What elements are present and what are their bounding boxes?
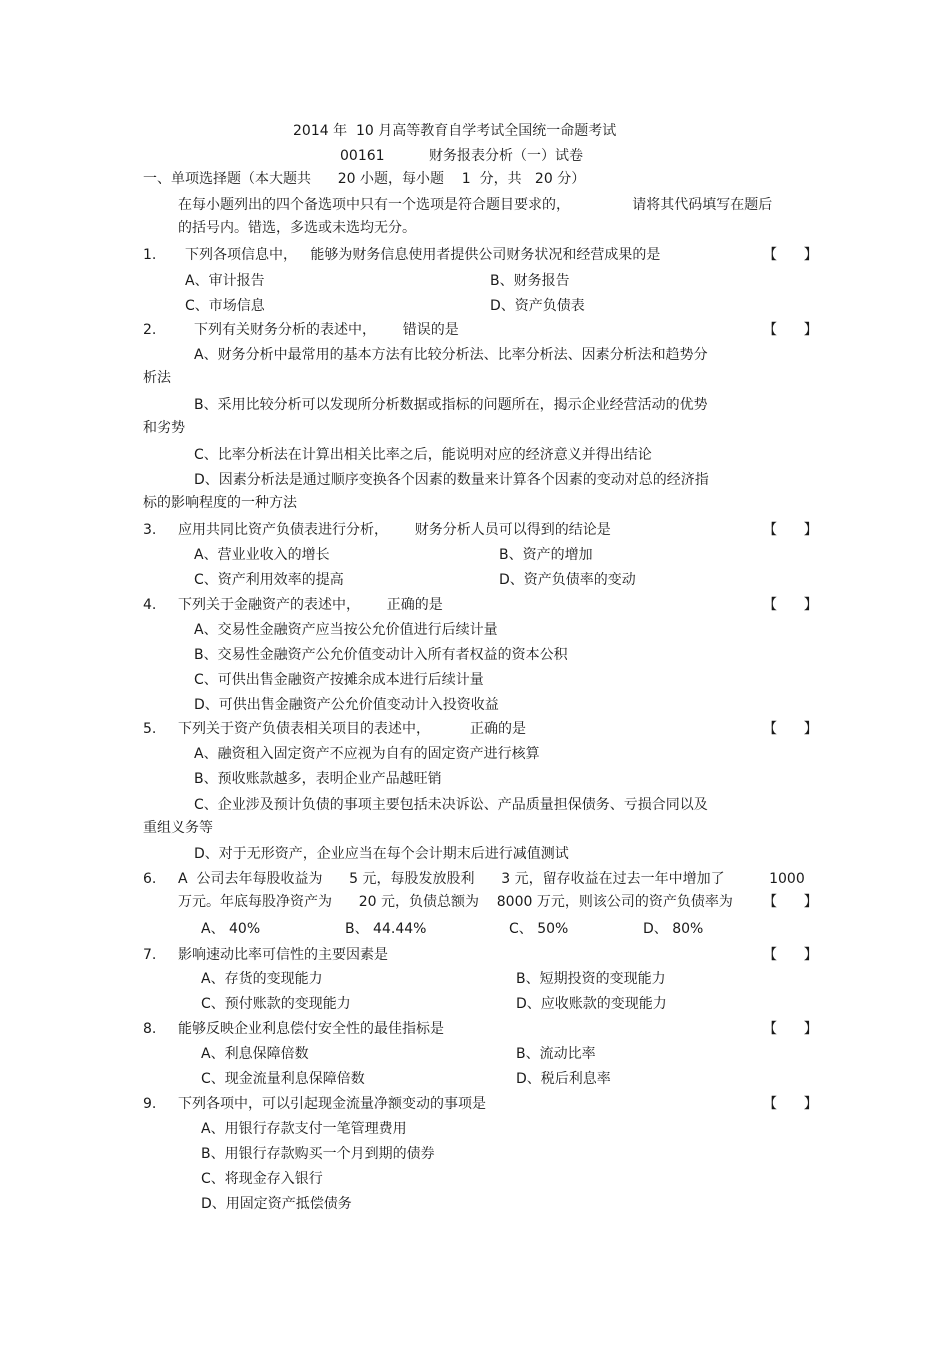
option-d: D、资产负债表 bbox=[490, 298, 585, 314]
answer-bracket[interactable]: 【 】 bbox=[763, 597, 818, 613]
option-d-cont: 标的影响程度的一种方法 bbox=[143, 495, 297, 511]
option-d: D、可供出售金融资产公允价值变动计入投资收益 bbox=[194, 697, 499, 713]
option-d: D、对于无形资产，企业应当在每个会计期末后进行减值测试 bbox=[194, 846, 569, 862]
question-stem: 下列各项中，可以引起现金流量净额变动的事项是 bbox=[178, 1096, 486, 1112]
option-b: B、短期投资的变现能力 bbox=[516, 971, 666, 987]
option-a: A、用银行存款支付一笔管理费用 bbox=[201, 1121, 407, 1137]
option-d: D、资产负债率的变动 bbox=[499, 572, 636, 588]
answer-bracket[interactable]: 【 】 bbox=[763, 522, 818, 538]
question-stem: 能够反映企业利息偿付安全性的最佳指标是 bbox=[178, 1021, 444, 1037]
option-d: D、用固定资产抵偿债务 bbox=[201, 1196, 352, 1212]
question-number: 2. bbox=[143, 322, 157, 338]
option-b: B、 44.44% bbox=[345, 921, 427, 937]
option-a: A、财务分析中最常用的基本方法有比较分析法、比率分析法、因素分析法和趋势分 bbox=[194, 347, 708, 363]
question-stem-cont: 万元。年底每股净资产为 20 元，负债总额为 8000 万元，则该公司的资产负债率为 bbox=[178, 894, 733, 910]
course-title: 00161 财务报表分析（一）试卷 bbox=[340, 148, 584, 164]
option-c: C、 50% bbox=[509, 921, 569, 937]
option-d: D、应收账款的变现能力 bbox=[516, 996, 667, 1012]
option-c: C、企业涉及预计负债的事项主要包括未决诉讼、产品质量担保债务、亏损合同以及 bbox=[194, 797, 708, 813]
option-a: A、营业业收入的增长 bbox=[194, 547, 330, 563]
option-c: C、市场信息 bbox=[185, 298, 265, 314]
option-b: B、财务报告 bbox=[490, 273, 570, 289]
option-a: A、利息保障倍数 bbox=[201, 1046, 309, 1062]
question-stem: A 公司去年每股收益为 5 元，每股发放股利 3 元，留存收益在过去一年中增加了 1000 bbox=[178, 871, 805, 887]
question-number: 9. bbox=[143, 1096, 157, 1112]
question-stem: 下列关于资产负债表相关项目的表述中， 正确的是 bbox=[178, 721, 527, 737]
answer-bracket[interactable]: 【 】 bbox=[763, 1096, 818, 1112]
question-number: 1. bbox=[143, 247, 157, 263]
answer-bracket[interactable]: 【 】 bbox=[763, 1021, 818, 1037]
option-c: C、资产利用效率的提高 bbox=[194, 572, 344, 588]
option-c: C、比率分析法在计算出相关比率之后，能说明对应的经济意义并得出结论 bbox=[194, 447, 652, 463]
question-number: 8. bbox=[143, 1021, 157, 1037]
option-b: B、交易性金融资产公允价值变动计入所有者权益的资本公积 bbox=[194, 647, 568, 663]
option-a: A、 40% bbox=[201, 921, 261, 937]
instruction-line-1: 在每小题列出的四个备选项中只有一个选项是符合题目要求的， 请将其代码填写在题后 bbox=[178, 197, 773, 213]
option-c: C、将现金存入银行 bbox=[201, 1171, 323, 1187]
answer-bracket[interactable]: 【 】 bbox=[763, 947, 818, 963]
option-d: D、税后利息率 bbox=[516, 1071, 611, 1087]
option-c: C、现金流量利息保障倍数 bbox=[201, 1071, 365, 1087]
answer-bracket[interactable]: 【 】 bbox=[763, 721, 818, 737]
question-number: 3. bbox=[143, 522, 157, 538]
exam-title: 2014 年 10 月高等教育自学考试全国统一命题考试 bbox=[293, 123, 617, 139]
question-stem: 影响速动比率可信性的主要因素是 bbox=[178, 947, 388, 963]
option-b: B、采用比较分析可以发现所分析数据或指标的问题所在，揭示企业经营活动的优势 bbox=[194, 397, 708, 413]
option-b-cont: 和劣势 bbox=[143, 420, 185, 436]
answer-bracket[interactable]: 【 】 bbox=[763, 247, 818, 263]
option-a: A、交易性金融资产应当按公允价值进行后续计量 bbox=[194, 622, 498, 638]
option-b: B、用银行存款购买一个月到期的债券 bbox=[201, 1146, 435, 1162]
option-b: B、资产的增加 bbox=[499, 547, 593, 563]
answer-bracket[interactable]: 【 】 bbox=[763, 894, 818, 910]
section-heading: 一、单项选择题（本大题共 20 小题，每小题 1 分，共 20 分） bbox=[143, 171, 586, 187]
question-number: 4. bbox=[143, 597, 157, 613]
option-a-cont: 析法 bbox=[143, 370, 171, 386]
option-c-cont: 重组义务等 bbox=[143, 820, 213, 836]
question-stem: 应用共同比资产负债表进行分析， 财务分析人员可以得到的结论是 bbox=[178, 522, 611, 538]
question-number: 5. bbox=[143, 721, 157, 737]
question-stem: 下列有关财务分析的表述中， 错误的是 bbox=[194, 322, 459, 338]
option-b: B、预收账款越多，表明企业产品越旺销 bbox=[194, 771, 442, 787]
option-a: A、审计报告 bbox=[185, 273, 265, 289]
option-a: A、融资租入固定资产不应视为自有的固定资产进行核算 bbox=[194, 746, 540, 762]
option-d: D、 80% bbox=[643, 921, 704, 937]
option-a: A、存货的变现能力 bbox=[201, 971, 323, 987]
question-stem: 下列关于金融资产的表述中， 正确的是 bbox=[178, 597, 443, 613]
option-c: C、可供出售金融资产按摊余成本进行后续计量 bbox=[194, 672, 484, 688]
instruction-line-2: 的括号内。错选，多选或未选均无分。 bbox=[178, 220, 416, 236]
option-c: C、预付账款的变现能力 bbox=[201, 996, 351, 1012]
question-number: 6. bbox=[143, 871, 157, 887]
option-b: B、流动比率 bbox=[516, 1046, 596, 1062]
question-number: 7. bbox=[143, 947, 157, 963]
question-stem: 下列各项信息中， 能够为财务信息使用者提供公司财务状况和经营成果的是 bbox=[185, 247, 661, 263]
option-d: D、因素分析法是通过顺序变换各个因素的数量来计算各个因素的变动对总的经济指 bbox=[194, 472, 709, 488]
answer-bracket[interactable]: 【 】 bbox=[763, 322, 818, 338]
